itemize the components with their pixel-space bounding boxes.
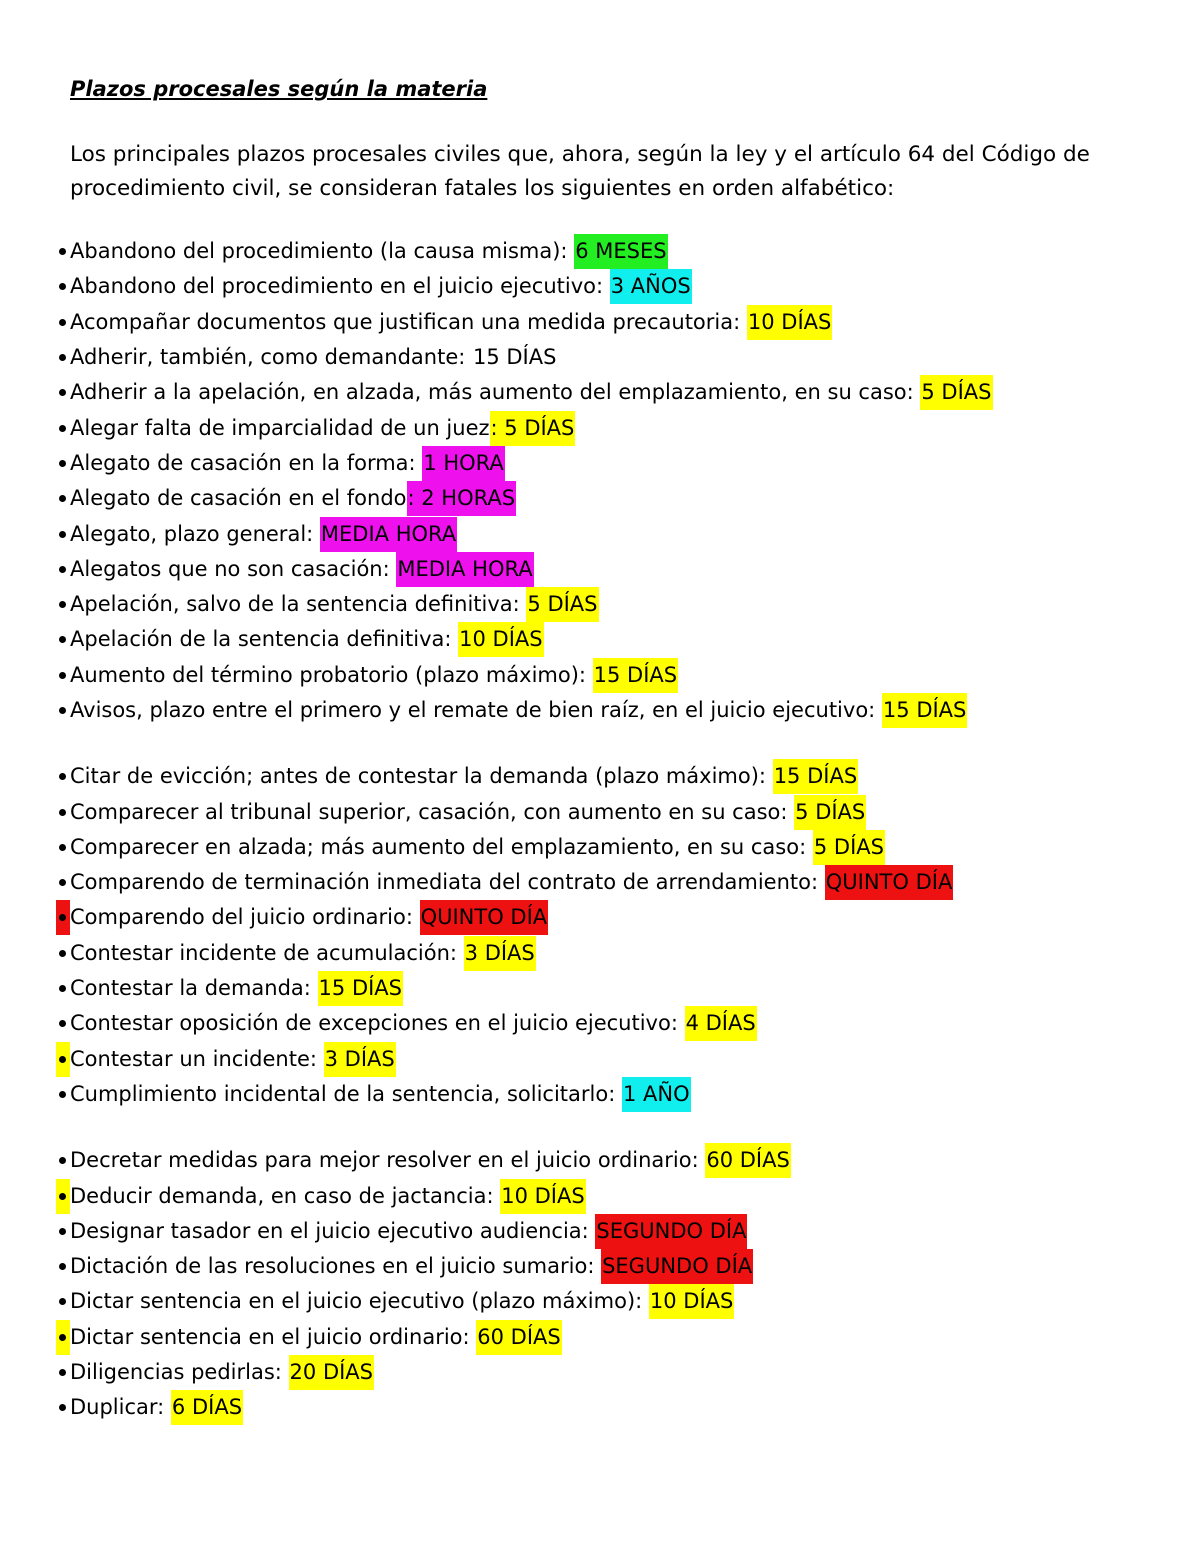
deadline-term: QUINTO DÍA	[420, 900, 549, 935]
bullet-icon	[56, 693, 70, 728]
list-item	[56, 759, 993, 794]
list-item	[56, 622, 993, 657]
deadline-term: 15 DÍAS	[773, 759, 858, 794]
item-text: Contestar un incidente:	[70, 1046, 324, 1071]
item-text: Alegar falta de imparcialidad de un juez	[70, 415, 490, 440]
bullet-icon	[56, 865, 70, 900]
deadline-term: : 5 DÍAS	[490, 411, 576, 446]
deadline-term: QUINTO DÍA	[825, 865, 954, 900]
item-text: Apelación de la sentencia definitiva:	[70, 627, 459, 652]
deadline-term: 15 DÍAS	[593, 658, 678, 693]
list-item	[56, 587, 993, 622]
bullet-icon	[56, 1320, 70, 1355]
item-text: Dictar sentencia en el juicio ejecutivo (plazo máximo):	[70, 1289, 649, 1314]
list-item	[56, 340, 993, 375]
item-text: Contestar la demanda:	[70, 976, 318, 1001]
item-text: Comparendo de terminación inmediata del contrato de arrendamiento:	[70, 870, 825, 895]
bullet-icon	[56, 1355, 70, 1390]
item-text: Adherir, también, como demandante:	[70, 345, 472, 370]
list-item	[56, 830, 993, 865]
page-title: Plazos procesales según la materia	[70, 77, 488, 101]
list-item	[56, 971, 993, 1006]
deadline-term: 1 AÑO	[622, 1077, 691, 1112]
intro-paragraph	[70, 138, 1160, 206]
bullet-icon	[56, 587, 70, 622]
item-text: Alegatos que no son casación:	[70, 556, 397, 581]
list-item	[56, 1077, 993, 1112]
item-text: Contestar oposición de excepciones en el juicio ejecutivo:	[70, 1011, 685, 1036]
bullet-icon	[56, 552, 70, 587]
bullet-icon	[56, 830, 70, 865]
item-text: Deducir demanda, en caso de jactancia:	[70, 1183, 501, 1208]
bullet-icon	[56, 269, 70, 304]
item-text: Adherir a la apelación, en alzada, más aumento del emplazamiento, en su caso:	[70, 380, 921, 405]
item-text: Comparendo del juicio ordinario:	[70, 905, 420, 930]
list-item	[56, 516, 993, 551]
item-text: Acompañar documentos que justifican una medida precautoria:	[70, 309, 747, 334]
list-item	[56, 1320, 993, 1355]
deadline-term: 6 DÍAS	[171, 1390, 243, 1425]
item-text: Citar de evicción; antes de contestar la demanda (plazo máximo):	[70, 764, 773, 789]
item-text: Contestar incidente de acumulación:	[70, 940, 464, 965]
deadline-list	[56, 234, 993, 1426]
bullet-icon	[56, 795, 70, 830]
bullet-icon	[56, 517, 70, 552]
intro-line: procedimiento civil, se consideran fatales los siguientes en orden alfabético:	[70, 176, 895, 201]
bullet-icon	[56, 622, 70, 657]
bullet-icon	[56, 1042, 70, 1077]
deadline-term: 3 AÑOS	[610, 269, 692, 304]
list-item	[56, 658, 993, 693]
deadline-term: 20 DÍAS	[289, 1355, 374, 1390]
list-item	[56, 1249, 993, 1284]
deadline-term: 10 DÍAS	[458, 622, 543, 657]
list-item	[56, 305, 993, 340]
list-item	[56, 1390, 993, 1425]
deadline-term: 10 DÍAS	[747, 305, 832, 340]
bullet-icon	[56, 1249, 70, 1284]
list-item	[56, 375, 993, 410]
deadline-term: 3 DÍAS	[464, 936, 536, 971]
bullet-icon	[56, 936, 70, 971]
bullet-icon	[56, 1143, 70, 1178]
bullet-icon	[56, 446, 70, 481]
bullet-icon	[56, 1006, 70, 1041]
list-item	[56, 900, 993, 935]
list-item	[56, 234, 993, 269]
deadline-term: 60 DÍAS	[705, 1143, 790, 1178]
deadline-term: : 2 HORAS	[407, 481, 517, 516]
item-text: Aumento del término probatorio (plazo máximo):	[70, 662, 593, 687]
deadline-term: MEDIA HORA	[396, 552, 533, 587]
deadline-term: 60 DÍAS	[476, 1320, 561, 1355]
bullet-icon	[56, 481, 70, 516]
list-item	[56, 1284, 993, 1319]
item-text: Dictación de las resoluciones en el juicio sumario:	[70, 1254, 602, 1279]
deadline-term: 10 DÍAS	[500, 1179, 585, 1214]
bullet-icon	[56, 1214, 70, 1249]
item-text: Alegato de casación en la forma:	[70, 450, 423, 475]
deadline-term: MEDIA HORA	[320, 517, 457, 552]
item-text: Duplicar:	[70, 1395, 171, 1420]
list-item	[56, 1143, 993, 1178]
list-item	[56, 1006, 993, 1041]
deadline-term: 4 DÍAS	[685, 1006, 757, 1041]
deadline-term: SEGUNDO DÍA	[595, 1214, 747, 1249]
bullet-icon	[56, 1077, 70, 1112]
bullet-icon	[56, 234, 70, 269]
item-text: Diligencias pedirlas:	[70, 1360, 289, 1385]
deadline-term: 6 MESES	[574, 234, 667, 269]
deadline-term: 10 DÍAS	[649, 1284, 734, 1319]
bullet-icon	[56, 1284, 70, 1319]
list-item	[56, 794, 993, 829]
item-text: Decretar medidas para mejor resolver en el juicio ordinario:	[70, 1148, 706, 1173]
item-text: Alegato de casación en el fondo	[70, 486, 407, 511]
item-text: Abandono del procedimiento en el juicio ejecutivo:	[70, 274, 610, 299]
deadline-term: 5 DÍAS	[920, 375, 992, 410]
item-text: Avisos, plazo entre el primero y el remate de bien raíz, en el juicio ejecutivo:	[70, 698, 882, 722]
bullet-icon	[56, 305, 70, 340]
deadline-term: 15 DÍAS	[472, 345, 557, 370]
bullet-icon	[56, 658, 70, 693]
item-text: Alegato, plazo general:	[70, 521, 320, 546]
item-text: Comparecer al tribunal superior, casación, con aumento en su caso:	[70, 799, 795, 824]
bullet-icon	[56, 900, 70, 935]
deadline-term: 5 DÍAS	[794, 795, 866, 830]
item-text: Apelación, salvo de la sentencia definitiva:	[70, 592, 527, 617]
deadline-term: 5 DÍAS	[526, 587, 598, 622]
deadline-term: 5 DÍAS	[813, 830, 885, 865]
item-text: Cumplimiento incidental de la sentencia, solicitarlo:	[70, 1081, 622, 1106]
item-text: Dictar sentencia en el juicio ordinario:	[70, 1324, 477, 1349]
list-item	[56, 865, 993, 900]
deadline-term: 3 DÍAS	[324, 1042, 396, 1077]
bullet-icon	[56, 1179, 70, 1214]
item-text: Abandono del procedimiento (la causa misma):	[70, 239, 575, 264]
item-text: Comparecer en alzada; más aumento del emplazamiento, en su caso:	[70, 834, 813, 859]
deadline-term: 15 DÍAS	[882, 693, 967, 728]
bullet-icon	[56, 971, 70, 1006]
bullet-icon	[56, 1390, 70, 1425]
bullet-icon	[56, 340, 70, 375]
list-item	[56, 446, 993, 481]
bullet-icon	[56, 759, 70, 794]
list-item	[56, 410, 993, 445]
list-item	[56, 269, 993, 304]
deadline-term: 1 HORA	[422, 446, 504, 481]
list-item	[56, 1214, 993, 1249]
intro-line: Los principales plazos procesales civiles que, ahora, según la ley y el artículo 64 del Código de	[70, 142, 1090, 167]
list-item	[56, 481, 993, 516]
list-item	[56, 552, 993, 587]
list-item	[56, 693, 993, 728]
deadline-term: 15 DÍAS	[318, 971, 403, 1006]
list-item	[56, 1355, 993, 1390]
deadline-term: SEGUNDO DÍA	[601, 1249, 753, 1284]
bullet-icon	[56, 375, 70, 410]
list-item	[56, 1178, 993, 1213]
list-item	[56, 936, 993, 971]
list-item	[56, 1042, 993, 1077]
bullet-icon	[56, 411, 70, 446]
item-text: Designar tasador en el juicio ejecutivo audiencia:	[70, 1218, 596, 1243]
